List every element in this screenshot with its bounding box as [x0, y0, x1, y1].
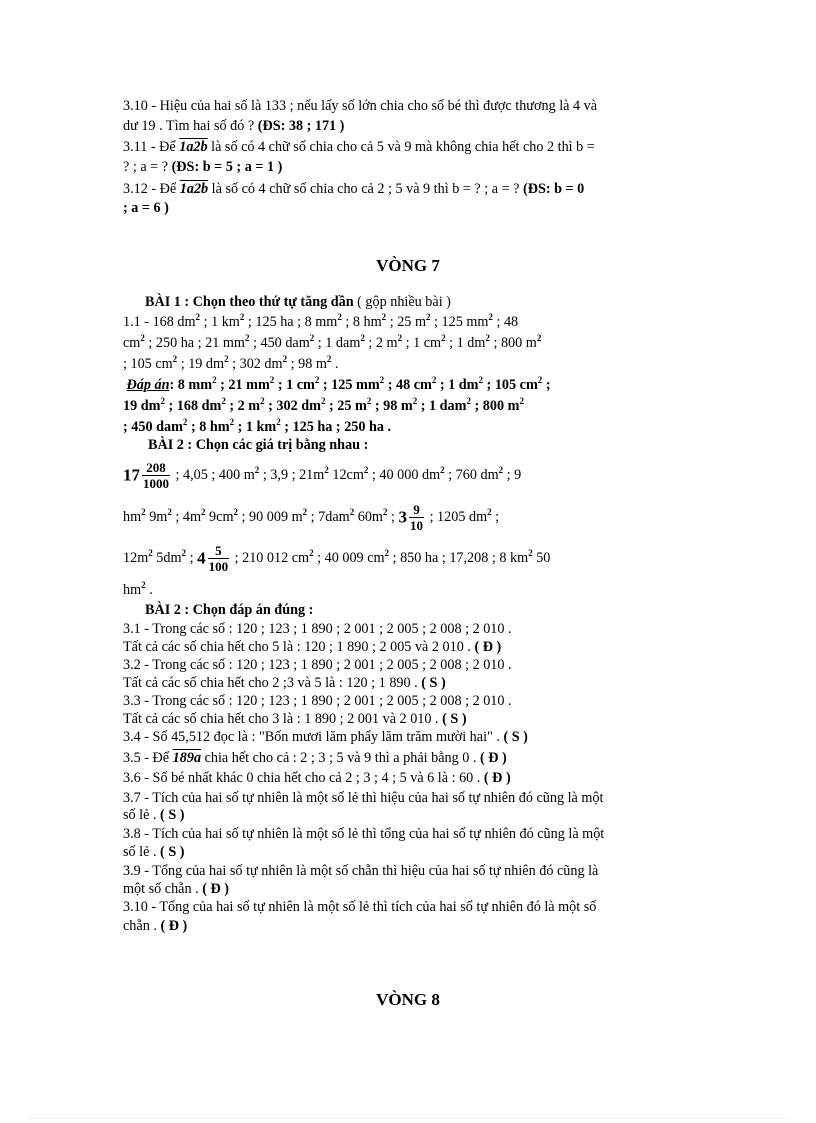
overlined-number: 189a [172, 750, 202, 766]
question-3-9-line-1: 3.9 - Tổng của hai số tự nhiên là một số chẵn thì hiệu của hai số tự nhiên đó cũng là [123, 863, 599, 879]
question-3-2-line-1: 3.2 - Trong các số : 120 ; 123 ; 1 890 ; 2 001 ; 2 005 ; 2 008 ; 2 010 . [123, 657, 512, 673]
question-3-4: 3.4 - Số 45,512 đọc là : "Bốn mươi lăm phẩy lăm trăm mười hai" . ( S ) [123, 729, 528, 745]
question-1-1-line-2: $cm^2$ ; 250 ha ; 21 $mm^2$ ; 450 dam$^2$ ; 1 dam$^2$ ; 2 $m^2$ ; 1 $cm^2$ ; 1 $dm^2$ ; 800 $m^2$ [123, 333, 542, 351]
bai-2-correct-title: BÀI 2 : Chọn đáp án đúng : [145, 602, 314, 618]
bai-1-title: BÀI 1 : Chọn theo thứ tự tăng dần ( gộp nhiều bài ) [145, 294, 451, 310]
question-3-8-line-2: số lẻ . ( S ) [123, 844, 185, 860]
bai-2-equal-title: BÀI 2 : Chọn các giá trị bằng nhau : [148, 437, 369, 453]
question-3-12-line-1: 3.12 - Để 1a2b là số có 4 chữ số chia cho cả 2 ; 5 và 9 thì b = ? ; a = ? (ĐS: b = 0 [123, 181, 585, 197]
question-3-3-line-2: Tất cả các số chia hết cho 3 là : 1 890 ; 2 001 và 2 010 . ( S ) [123, 711, 467, 727]
answer-line-1: Đáp án: 8 $mm^2$ ; 21 $mm^2$ ; 1 $cm^2$ ; 125 $mm^2$ ; 48 $cm^2$ ; 1 $dm^2$ ; 105 $cm^2$ ; [126, 375, 551, 393]
question-3-7-line-2: số lẻ . ( S ) [123, 807, 185, 823]
round-7-heading: VÒNG 7 [376, 256, 440, 275]
question-3-7-line-1: 3.7 - Tích của hai số tự nhiên là một số lẻ thì hiệu của hai số tự nhiên đó cũng là một [123, 790, 604, 806]
equal-values-line-2: $hm^2$ $9m^2$ ; $4m^2$ $9cm^2$ ; 90 009 $m^2$ ; 7dam$^2$ $60m^2$ ; 3 $\frac{9}{10}$ ; 1205 $dm^2$ ; [123, 502, 500, 534]
round-8-heading: VÒNG 8 [376, 990, 440, 1009]
question-3-12-line-2: ; a = 6 ) [123, 200, 169, 216]
question-3-1-line-2: Tất cả các số chia hết cho 5 là : 120 ; 1 890 ; 2 005 và 2 010 . ( Đ ) [123, 639, 502, 655]
question-3-11-line-1: 3.11 - Để 1a2b là số có 4 chữ số chia cho cả 5 và 9 mà không chia hết cho 2 thì b = [123, 139, 595, 155]
question-3-3-line-1: 3.3 - Trong các số : 120 ; 123 ; 1 890 ; 2 001 ; 2 005 ; 2 008 ; 2 010 . [123, 693, 512, 709]
answer-3-10: (ĐS: 38 ; 171 ) [257, 118, 345, 134]
question-3-10-sum-line-1: 3.10 - Tổng của hai số tự nhiên là một số lẻ thì tích của hai số tự nhiên đó là một số [123, 899, 597, 915]
question-3-6: 3.6 - Số bé nhất khác 0 chia hết cho cả 2 ; 3 ; 4 ; 5 và 6 là : 60 . ( Đ ) [123, 770, 511, 786]
overlined-number: 1a2b [179, 181, 209, 197]
question-3-10-line-1: 3.10 - Hiệu của hai số là 133 ; nếu lấy số lớn chia cho số bé thì được thương là 4 và [123, 98, 598, 114]
fraction: $\frac{5}{100}$ [208, 543, 229, 575]
overlined-number: 1a2b [179, 139, 208, 155]
question-1-1-line-1: 1.1 - 168 $dm^2$ ; 1 $km^2$ ; 125 ha ; 8 $mm^2$ ; 8 $hm^2$ ; 25 $m^2$ ; 125 $mm^2$ ; 48 [123, 312, 519, 330]
equal-values-line-1: 17 $\frac{208}{1000}$ ; 4,05 ; 400 $m^2$ ; 3,9 ; $21m^2$ $12cm^2$ ; 40 000 $dm^2$ ; 760 $dm^2$ ; 9 [123, 460, 522, 492]
answer-line-2: 19 $dm^2$ ; 168 $dm^2$ ; 2 $m^2$ ; 302 $dm^2$ ; 25 $m^2$ ; 98 $m^2$ ; 1 dam$^2$ ; 800 $m^2$ [123, 396, 524, 414]
question-3-5: 3.5 - Để 189a chia hết cho cả : 2 ; 3 ; 5 và 9 thì a phải bằng 0 . ( Đ ) [123, 750, 507, 766]
answer-3-11: (ĐS: b = 5 ; a = 1 ) [171, 159, 283, 175]
equal-values-line-3: $12m^2$ $5dm^2$ ; 4 $\frac{5}{100}$ ; 210 012 $cm^2$ ; 40 009 $cm^2$ ; 850 ha ; 17,208 ; 8 $km^2$ 50 [123, 543, 551, 575]
fraction: $\frac{208}{1000}$ [143, 460, 169, 492]
question-1-1-line-3: ; 105 $cm^2$ ; 19 $dm^2$ ; 302 $dm^2$ ; 98 $m^2$ . [123, 354, 339, 372]
question-3-1-line-1: 3.1 - Trong các số : 120 ; 123 ; 1 890 ; 2 001 ; 2 005 ; 2 008 ; 2 010 . [123, 621, 512, 637]
question-3-10-line-2: dư 19 . Tìm hai số đó ? (ĐS: 38 ; 171 ) [123, 118, 345, 134]
question-3-2-line-2: Tất cả các số chia hết cho 2 ;3 và 5 là : 120 ; 1 890 . ( S ) [123, 675, 446, 691]
question-3-10-sum-line-2: chẵn . ( Đ ) [123, 918, 188, 934]
question-3-9-line-2: một số chẵn . ( Đ ) [123, 881, 229, 897]
answer-line-3: ; 450 dam$^2$ ; 8 $hm^2$ ; 1 $km^2$ ; 125 ha ; 250 ha . [123, 417, 392, 435]
answer-label: Đáp án [126, 377, 170, 393]
question-3-11-line-2: ? ; a = ? (ĐS: b = 5 ; a = 1 ) [123, 159, 283, 175]
page-edge [28, 1118, 788, 1119]
question-3-8-line-1: 3.8 - Tích của hai số tự nhiên là một số lẻ thì tổng của hai số tự nhiên đó cũng là một [123, 826, 605, 842]
fraction: $\frac{9}{10}$ [410, 502, 424, 534]
equal-values-line-4: $hm^2$ . [123, 580, 153, 598]
